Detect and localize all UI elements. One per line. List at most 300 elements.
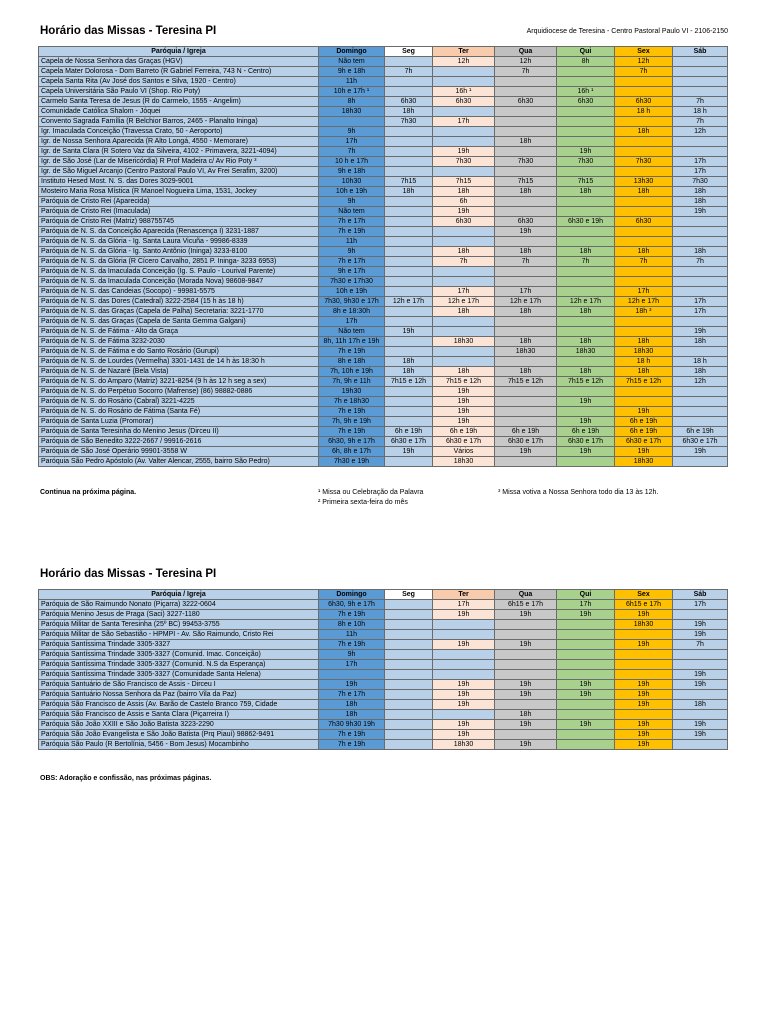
table-row (39, 407, 728, 417)
time-cell-wednesday: 19h (495, 720, 557, 730)
parish-name-cell: Capela Mater Dolorosa - Dom Barreto (R Gabriel Ferreira, 743 N - Centro) (39, 67, 319, 77)
time-cell-monday (385, 287, 433, 297)
time-cell-thursday: 6h30 e 19h (557, 217, 615, 227)
time-cell-monday (385, 317, 433, 327)
time-cell-thursday: 6h30 (557, 97, 615, 107)
time-cell-wednesday: 19h (495, 740, 557, 750)
time-cell-friday: 13h30 (615, 177, 673, 187)
time-cell-sunday: 7h e 19h (319, 610, 385, 620)
time-cell-thursday (557, 650, 615, 660)
time-cell-sunday: 7h30 e 19h (319, 457, 385, 467)
time-cell-sunday (319, 117, 385, 127)
time-cell-friday (615, 207, 673, 217)
time-cell-saturday: 18 h (673, 357, 728, 367)
time-cell-friday: 18 h (615, 357, 673, 367)
parish-name-cell: Paróquia de Santa Teresinha do Menino Jesus (Dirceu II) (39, 427, 319, 437)
time-cell-sunday: 8h e 10h (319, 620, 385, 630)
time-cell-monday (385, 680, 433, 690)
table-row (39, 127, 728, 137)
table-row (39, 107, 728, 117)
table-row (39, 337, 728, 347)
time-cell-monday (385, 630, 433, 640)
parish-name-cell: Paróquia de N. S. do Perpétuo Socorro (Mafrense) (86) 98882-0886 (39, 387, 319, 397)
time-cell-tuesday: 19h (433, 147, 495, 157)
time-cell-thursday (557, 640, 615, 650)
time-cell-friday: 19h (615, 680, 673, 690)
time-cell-saturday (673, 417, 728, 427)
col-header-tuesday: Ter (433, 47, 495, 57)
time-cell-sunday: 7h e 18h30 (319, 397, 385, 407)
time-cell-saturday: 18h (673, 700, 728, 710)
parish-name-cell: Paróquia Santíssima Trindade 3305-3327 (Comunid. Imac. Conceição) (39, 650, 319, 660)
time-cell-monday (385, 710, 433, 720)
time-cell-friday (615, 227, 673, 237)
col-header-thursday: Qui (557, 47, 615, 57)
time-cell-saturday (673, 237, 728, 247)
parish-name-cell: Igr. de São José (Lar de Misericórdia) R Prof Madeira c/ Av Rio Poty ³ (39, 157, 319, 167)
time-cell-sunday: 7h30 e 17h30 (319, 277, 385, 287)
time-cell-monday (385, 277, 433, 287)
time-cell-tuesday (433, 107, 495, 117)
time-cell-wednesday (495, 397, 557, 407)
parish-name-cell: Paróquia de N. S. de Lourdes (Vermelha) 3301-1431 de 14 h às 18:30 h (39, 357, 319, 367)
time-cell-tuesday (433, 277, 495, 287)
time-cell-friday: 18h30 (615, 457, 673, 467)
time-cell-wednesday: 19h (495, 227, 557, 237)
table-header-row (39, 47, 728, 57)
time-cell-thursday: 17h (557, 600, 615, 610)
time-cell-sunday: 9h (319, 650, 385, 660)
time-cell-thursday (557, 197, 615, 207)
parish-name-cell: Paróquia de N. S. da Glória - Ig. Santa Laura Vicuña - 99986-8339 (39, 237, 319, 247)
time-cell-tuesday (433, 127, 495, 137)
time-cell-monday (385, 87, 433, 97)
table-row (39, 377, 728, 387)
time-cell-wednesday: 7h30 (495, 157, 557, 167)
time-cell-friday (615, 650, 673, 660)
table-row (39, 700, 728, 710)
time-cell-saturday: 19h (673, 670, 728, 680)
time-cell-monday (385, 227, 433, 237)
time-cell-tuesday (433, 357, 495, 367)
time-cell-tuesday (433, 670, 495, 680)
time-cell-wednesday: 6h30 (495, 97, 557, 107)
col-header-sunday: Domingo (319, 47, 385, 57)
time-cell-tuesday: 19h (433, 387, 495, 397)
time-cell-tuesday (433, 237, 495, 247)
time-cell-monday (385, 207, 433, 217)
table-row (39, 690, 728, 700)
time-cell-tuesday: 7h30 (433, 157, 495, 167)
time-cell-saturday: 18h (673, 247, 728, 257)
time-cell-friday (615, 117, 673, 127)
time-cell-saturday (673, 710, 728, 720)
parish-name-cell: Paróquia São Paulo (R Bertolínia, 5456 - Bom Jesus) Mocambinho (39, 740, 319, 750)
time-cell-tuesday: 16h ¹ (433, 87, 495, 97)
time-cell-saturday (673, 67, 728, 77)
time-cell-wednesday: 18h (495, 137, 557, 147)
time-cell-sunday: 11h (319, 630, 385, 640)
time-cell-wednesday (495, 650, 557, 660)
parish-name-cell: Paróquia Santuário Nossa Senhora da Paz (bairro Vila da Paz) (39, 690, 319, 700)
time-cell-tuesday: 18h30 (433, 337, 495, 347)
table-row (39, 217, 728, 227)
time-cell-sunday: Não tem (319, 327, 385, 337)
time-cell-monday (385, 217, 433, 227)
time-cell-wednesday: 19h (495, 610, 557, 620)
time-cell-saturday: 17h (673, 167, 728, 177)
time-cell-thursday: 7h15 e 12h (557, 377, 615, 387)
parish-name-cell: Paróquia de N. S. da Conceição Aparecida (Renascença I) 3231-1887 (39, 227, 319, 237)
time-cell-monday (385, 660, 433, 670)
time-cell-thursday: 7h15 (557, 177, 615, 187)
time-cell-tuesday: 6h30 (433, 217, 495, 227)
time-cell-sunday (319, 670, 385, 680)
time-cell-tuesday: 18h (433, 367, 495, 377)
time-cell-saturday: 17h (673, 297, 728, 307)
time-cell-sunday: 9h e 17h (319, 267, 385, 277)
parish-name-cell: Comunidade Católica Shalom - Jóquei (39, 107, 319, 117)
time-cell-friday (615, 267, 673, 277)
time-cell-sunday: 7h e 19h (319, 227, 385, 237)
time-cell-wednesday (495, 620, 557, 630)
time-cell-monday: 18h (385, 357, 433, 367)
time-cell-friday: 19h (615, 610, 673, 620)
time-cell-saturday (673, 87, 728, 97)
table-row (39, 397, 728, 407)
time-cell-tuesday (433, 167, 495, 177)
time-cell-friday: 18h30 (615, 347, 673, 357)
time-cell-thursday (557, 227, 615, 237)
table-row (39, 277, 728, 287)
table-row (39, 117, 728, 127)
time-cell-thursday: 12h e 17h (557, 297, 615, 307)
col-header-monday: Seg (385, 590, 433, 600)
time-cell-sunday: 7h e 17h (319, 217, 385, 227)
time-cell-wednesday: 19h (495, 690, 557, 700)
time-cell-thursday (557, 327, 615, 337)
time-cell-thursday (557, 127, 615, 137)
time-cell-thursday (557, 287, 615, 297)
time-cell-wednesday: 19h (495, 640, 557, 650)
time-cell-sunday: 6h, 8h e 17h (319, 447, 385, 457)
time-cell-wednesday (495, 167, 557, 177)
col-header-monday: Seg (385, 47, 433, 57)
time-cell-tuesday (433, 660, 495, 670)
table-row (39, 630, 728, 640)
time-cell-tuesday: 18h (433, 187, 495, 197)
time-cell-wednesday (495, 197, 557, 207)
time-cell-sunday: 7h e 19h (319, 407, 385, 417)
time-cell-monday (385, 137, 433, 147)
time-cell-friday: 18h (615, 247, 673, 257)
time-cell-monday (385, 157, 433, 167)
time-cell-sunday: 17h (319, 137, 385, 147)
parish-name-cell: Paróquia de Cristo Rei (Matriz) 988755745 (39, 217, 319, 227)
time-cell-wednesday (495, 730, 557, 740)
time-cell-sunday: Não tem (319, 57, 385, 67)
time-cell-sunday: 17h (319, 660, 385, 670)
time-cell-tuesday: 19h (433, 417, 495, 427)
time-cell-monday (385, 337, 433, 347)
time-cell-saturday (673, 690, 728, 700)
time-cell-wednesday (495, 357, 557, 367)
time-cell-saturday: 19h (673, 447, 728, 457)
time-cell-monday (385, 690, 433, 700)
time-cell-tuesday (433, 620, 495, 630)
time-cell-tuesday: 19h (433, 720, 495, 730)
time-cell-thursday (557, 67, 615, 77)
table-row (39, 670, 728, 680)
time-cell-tuesday: 19h (433, 397, 495, 407)
parish-name-cell: Mosteiro Maria Rosa Mística (R Manoel Nogueira Lima, 1531, Jockey (39, 187, 319, 197)
time-cell-wednesday (495, 117, 557, 127)
time-cell-monday: 7h30 (385, 117, 433, 127)
time-cell-wednesday (495, 317, 557, 327)
time-cell-friday: 19h (615, 740, 673, 750)
time-cell-tuesday: 6h30 (433, 97, 495, 107)
time-cell-tuesday: 19h (433, 407, 495, 417)
table-row (39, 257, 728, 267)
time-cell-sunday: 9h e 18h (319, 67, 385, 77)
table-row (39, 97, 728, 107)
time-cell-saturday: 12h (673, 127, 728, 137)
parish-name-cell: Paróquia de N. S. de Fátima 3232-2030 (39, 337, 319, 347)
parish-name-cell: Carmelo Santa Teresa de Jesus (R do Carmelo, 1555 - Angelim) (39, 97, 319, 107)
time-cell-friday (615, 167, 673, 177)
table-row (39, 187, 728, 197)
time-cell-saturday: 19h (673, 207, 728, 217)
parish-name-cell: Paróquia São Francisco de Assis e Santa Clara (Piçarreira I) (39, 710, 319, 720)
time-cell-thursday (557, 207, 615, 217)
time-cell-sunday: 7h30, 9h30 e 17h (319, 297, 385, 307)
time-cell-sunday: 10h e 17h ¹ (319, 87, 385, 97)
parish-name-cell: Paróquia de N. S. do Rosário (Cabral) 3221-4225 (39, 397, 319, 407)
time-cell-saturday (673, 610, 728, 620)
time-cell-thursday: 19h (557, 680, 615, 690)
time-cell-thursday (557, 740, 615, 750)
time-cell-sunday: 7h e 19h (319, 427, 385, 437)
time-cell-friday: 18h30 (615, 620, 673, 630)
time-cell-wednesday (495, 327, 557, 337)
parish-name-cell: Paróquia de N. S. das Candeias (Socopo) - 99981-5575 (39, 287, 319, 297)
time-cell-friday (615, 397, 673, 407)
time-cell-monday (385, 457, 433, 467)
time-cell-thursday: 18h (557, 337, 615, 347)
parish-name-cell: Paróquia Santíssima Trindade 3305-3327 (Comunid. N.S da Esperança) (39, 660, 319, 670)
time-cell-sunday: 7h (319, 147, 385, 157)
col-header-parish: Paróquia / Igreja (39, 47, 319, 57)
time-cell-wednesday: 18h (495, 367, 557, 377)
time-cell-sunday: 7h, 10h e 19h (319, 367, 385, 377)
table-row (39, 177, 728, 187)
time-cell-sunday: 9h (319, 247, 385, 257)
parish-name-cell: Paróquia de N. S. de Nazaré (Bela Vista) (39, 367, 319, 377)
time-cell-sunday: 19h (319, 680, 385, 690)
time-cell-thursday (557, 710, 615, 720)
table-row (39, 680, 728, 690)
time-cell-saturday: 12h (673, 377, 728, 387)
time-cell-wednesday (495, 147, 557, 157)
time-cell-wednesday: 7h (495, 67, 557, 77)
time-cell-saturday (673, 57, 728, 67)
time-cell-sunday: 18h30 (319, 107, 385, 117)
time-cell-monday (385, 147, 433, 157)
time-cell-wednesday (495, 107, 557, 117)
time-cell-wednesday (495, 237, 557, 247)
parish-name-cell: Paróquia de N. S. da Imaculada Conceição (Morada Nova) 98608-9847 (39, 277, 319, 287)
parish-name-cell: Paróquia São João XXIII e São João Batista 3223-2290 (39, 720, 319, 730)
time-cell-sunday: 18h (319, 710, 385, 720)
time-cell-tuesday: 19h (433, 730, 495, 740)
time-cell-thursday (557, 117, 615, 127)
time-cell-saturday (673, 137, 728, 147)
time-cell-sunday: 8h (319, 97, 385, 107)
continues-note: Continua na próxima página. (40, 489, 137, 496)
time-cell-friday: 19h (615, 640, 673, 650)
time-cell-tuesday: 19h (433, 680, 495, 690)
time-cell-tuesday (433, 227, 495, 237)
time-cell-saturday: 7h30 (673, 177, 728, 187)
col-header-saturday: Sáb (673, 47, 728, 57)
time-cell-friday (615, 630, 673, 640)
time-cell-wednesday (495, 660, 557, 670)
time-cell-monday: 19h (385, 447, 433, 457)
parish-name-cell: Paróquia São João Evangelista e São João Batista (Prq Piauí) 98862-9491 (39, 730, 319, 740)
time-cell-wednesday: 7h15 (495, 177, 557, 187)
parish-name-cell: Paróquia de São José Operário 99901-3558 W (39, 447, 319, 457)
time-cell-wednesday (495, 700, 557, 710)
table-row (39, 437, 728, 447)
time-cell-thursday: 6h e 19h (557, 427, 615, 437)
time-cell-friday (615, 147, 673, 157)
time-cell-monday: 19h (385, 327, 433, 337)
table-row (39, 660, 728, 670)
time-cell-monday (385, 610, 433, 620)
time-cell-sunday: 6h30, 9h e 17h (319, 600, 385, 610)
time-cell-friday: 7h (615, 257, 673, 267)
time-cell-friday (615, 197, 673, 207)
col-header-thursday: Qui (557, 590, 615, 600)
time-cell-friday (615, 137, 673, 147)
time-cell-friday (615, 387, 673, 397)
time-cell-saturday: 7h (673, 97, 728, 107)
time-cell-saturday (673, 287, 728, 297)
time-cell-saturday (673, 267, 728, 277)
time-cell-monday (385, 197, 433, 207)
table-row (39, 317, 728, 327)
time-cell-thursday (557, 630, 615, 640)
time-cell-wednesday: 6h15 e 17h (495, 600, 557, 610)
time-cell-wednesday: 18h (495, 337, 557, 347)
table-row (39, 740, 728, 750)
time-cell-thursday: 19h (557, 610, 615, 620)
time-cell-wednesday: 6h e 19h (495, 427, 557, 437)
time-cell-saturday (673, 147, 728, 157)
time-cell-sunday: 7h e 19h (319, 347, 385, 357)
time-cell-thursday (557, 387, 615, 397)
table-row (39, 167, 728, 177)
time-cell-friday: 7h15 e 12h (615, 377, 673, 387)
time-cell-sunday: 7h, 9h e 11h (319, 377, 385, 387)
time-cell-thursday: 18h30 (557, 347, 615, 357)
parish-name-cell: Igr. de Santa Clara (R Sotero Vaz da Silveira, 4102 - Primavera, 3221-4094) (39, 147, 319, 157)
time-cell-wednesday: 7h15 e 12h (495, 377, 557, 387)
time-cell-monday: 7h (385, 67, 433, 77)
time-cell-monday: 12h e 17h (385, 297, 433, 307)
time-cell-monday: 18h (385, 107, 433, 117)
time-cell-monday (385, 237, 433, 247)
parish-name-cell: Paróquia de N. S. de Fátima e do Santo Rosário (Gurupi) (39, 347, 319, 357)
parish-name-cell: Paróquia de N. S. das Graças (Capela de Palha) Secretaria: 3221-1770 (39, 307, 319, 317)
parish-name-cell: Paróquia de N. S. da Glória (R Cícero Carvalho, 2851 P. Ininga- 3233 6953) (39, 257, 319, 267)
time-cell-friday (615, 277, 673, 287)
time-cell-sunday: 8h e 18h (319, 357, 385, 367)
parish-name-cell: Igr. Imaculada Conceição (Travessa Crato, 50 - Aeroporto) (39, 127, 319, 137)
time-cell-thursday: 19h (557, 397, 615, 407)
table-row (39, 650, 728, 660)
time-cell-monday: 18h (385, 367, 433, 377)
time-cell-saturday: 19h (673, 327, 728, 337)
time-cell-tuesday: 12h (433, 57, 495, 67)
time-cell-tuesday (433, 77, 495, 87)
time-cell-wednesday: 7h (495, 257, 557, 267)
time-cell-saturday (673, 347, 728, 357)
time-cell-monday (385, 307, 433, 317)
time-cell-friday: 19h (615, 447, 673, 457)
table-row (39, 267, 728, 277)
table-row (39, 67, 728, 77)
time-cell-thursday (557, 77, 615, 87)
time-cell-wednesday (495, 457, 557, 467)
time-cell-friday: 18h (615, 127, 673, 137)
time-cell-wednesday (495, 267, 557, 277)
parish-name-cell: Paróquia Militar de São Sebastião - HPMPI - Av. São Raimundo, Cristo Rei (39, 630, 319, 640)
time-cell-monday (385, 247, 433, 257)
table-row (39, 387, 728, 397)
time-cell-tuesday: 18h30 (433, 457, 495, 467)
time-cell-thursday (557, 700, 615, 710)
time-cell-friday: 19h (615, 690, 673, 700)
time-cell-friday: 6h e 19h (615, 427, 673, 437)
time-cell-sunday: 9h (319, 197, 385, 207)
time-cell-saturday (673, 660, 728, 670)
time-cell-friday: 19h (615, 720, 673, 730)
time-cell-thursday: 19h (557, 690, 615, 700)
time-cell-thursday: 19h (557, 147, 615, 157)
table-row (39, 367, 728, 377)
time-cell-tuesday: 17h (433, 287, 495, 297)
time-cell-friday (615, 660, 673, 670)
parish-name-cell: Paróquia de N. S. de Fátima - Alto da Graça (39, 327, 319, 337)
table-row (39, 347, 728, 357)
time-cell-monday: 6h e 19h (385, 427, 433, 437)
time-cell-monday: 6h30 (385, 97, 433, 107)
time-cell-friday (615, 710, 673, 720)
table-row (39, 357, 728, 367)
time-cell-saturday (673, 227, 728, 237)
time-cell-monday (385, 740, 433, 750)
col-header-friday: Sex (615, 47, 673, 57)
time-cell-saturday: 7h (673, 640, 728, 650)
time-cell-thursday: 18h (557, 187, 615, 197)
parish-name-cell: Igr. de Nossa Senhora Aparecida (R Alto Longá, 4550 - Memorare) (39, 137, 319, 147)
time-cell-tuesday (433, 67, 495, 77)
time-cell-monday (385, 700, 433, 710)
time-cell-sunday: 11h (319, 237, 385, 247)
time-cell-tuesday: Vários (433, 447, 495, 457)
time-cell-wednesday (495, 127, 557, 137)
